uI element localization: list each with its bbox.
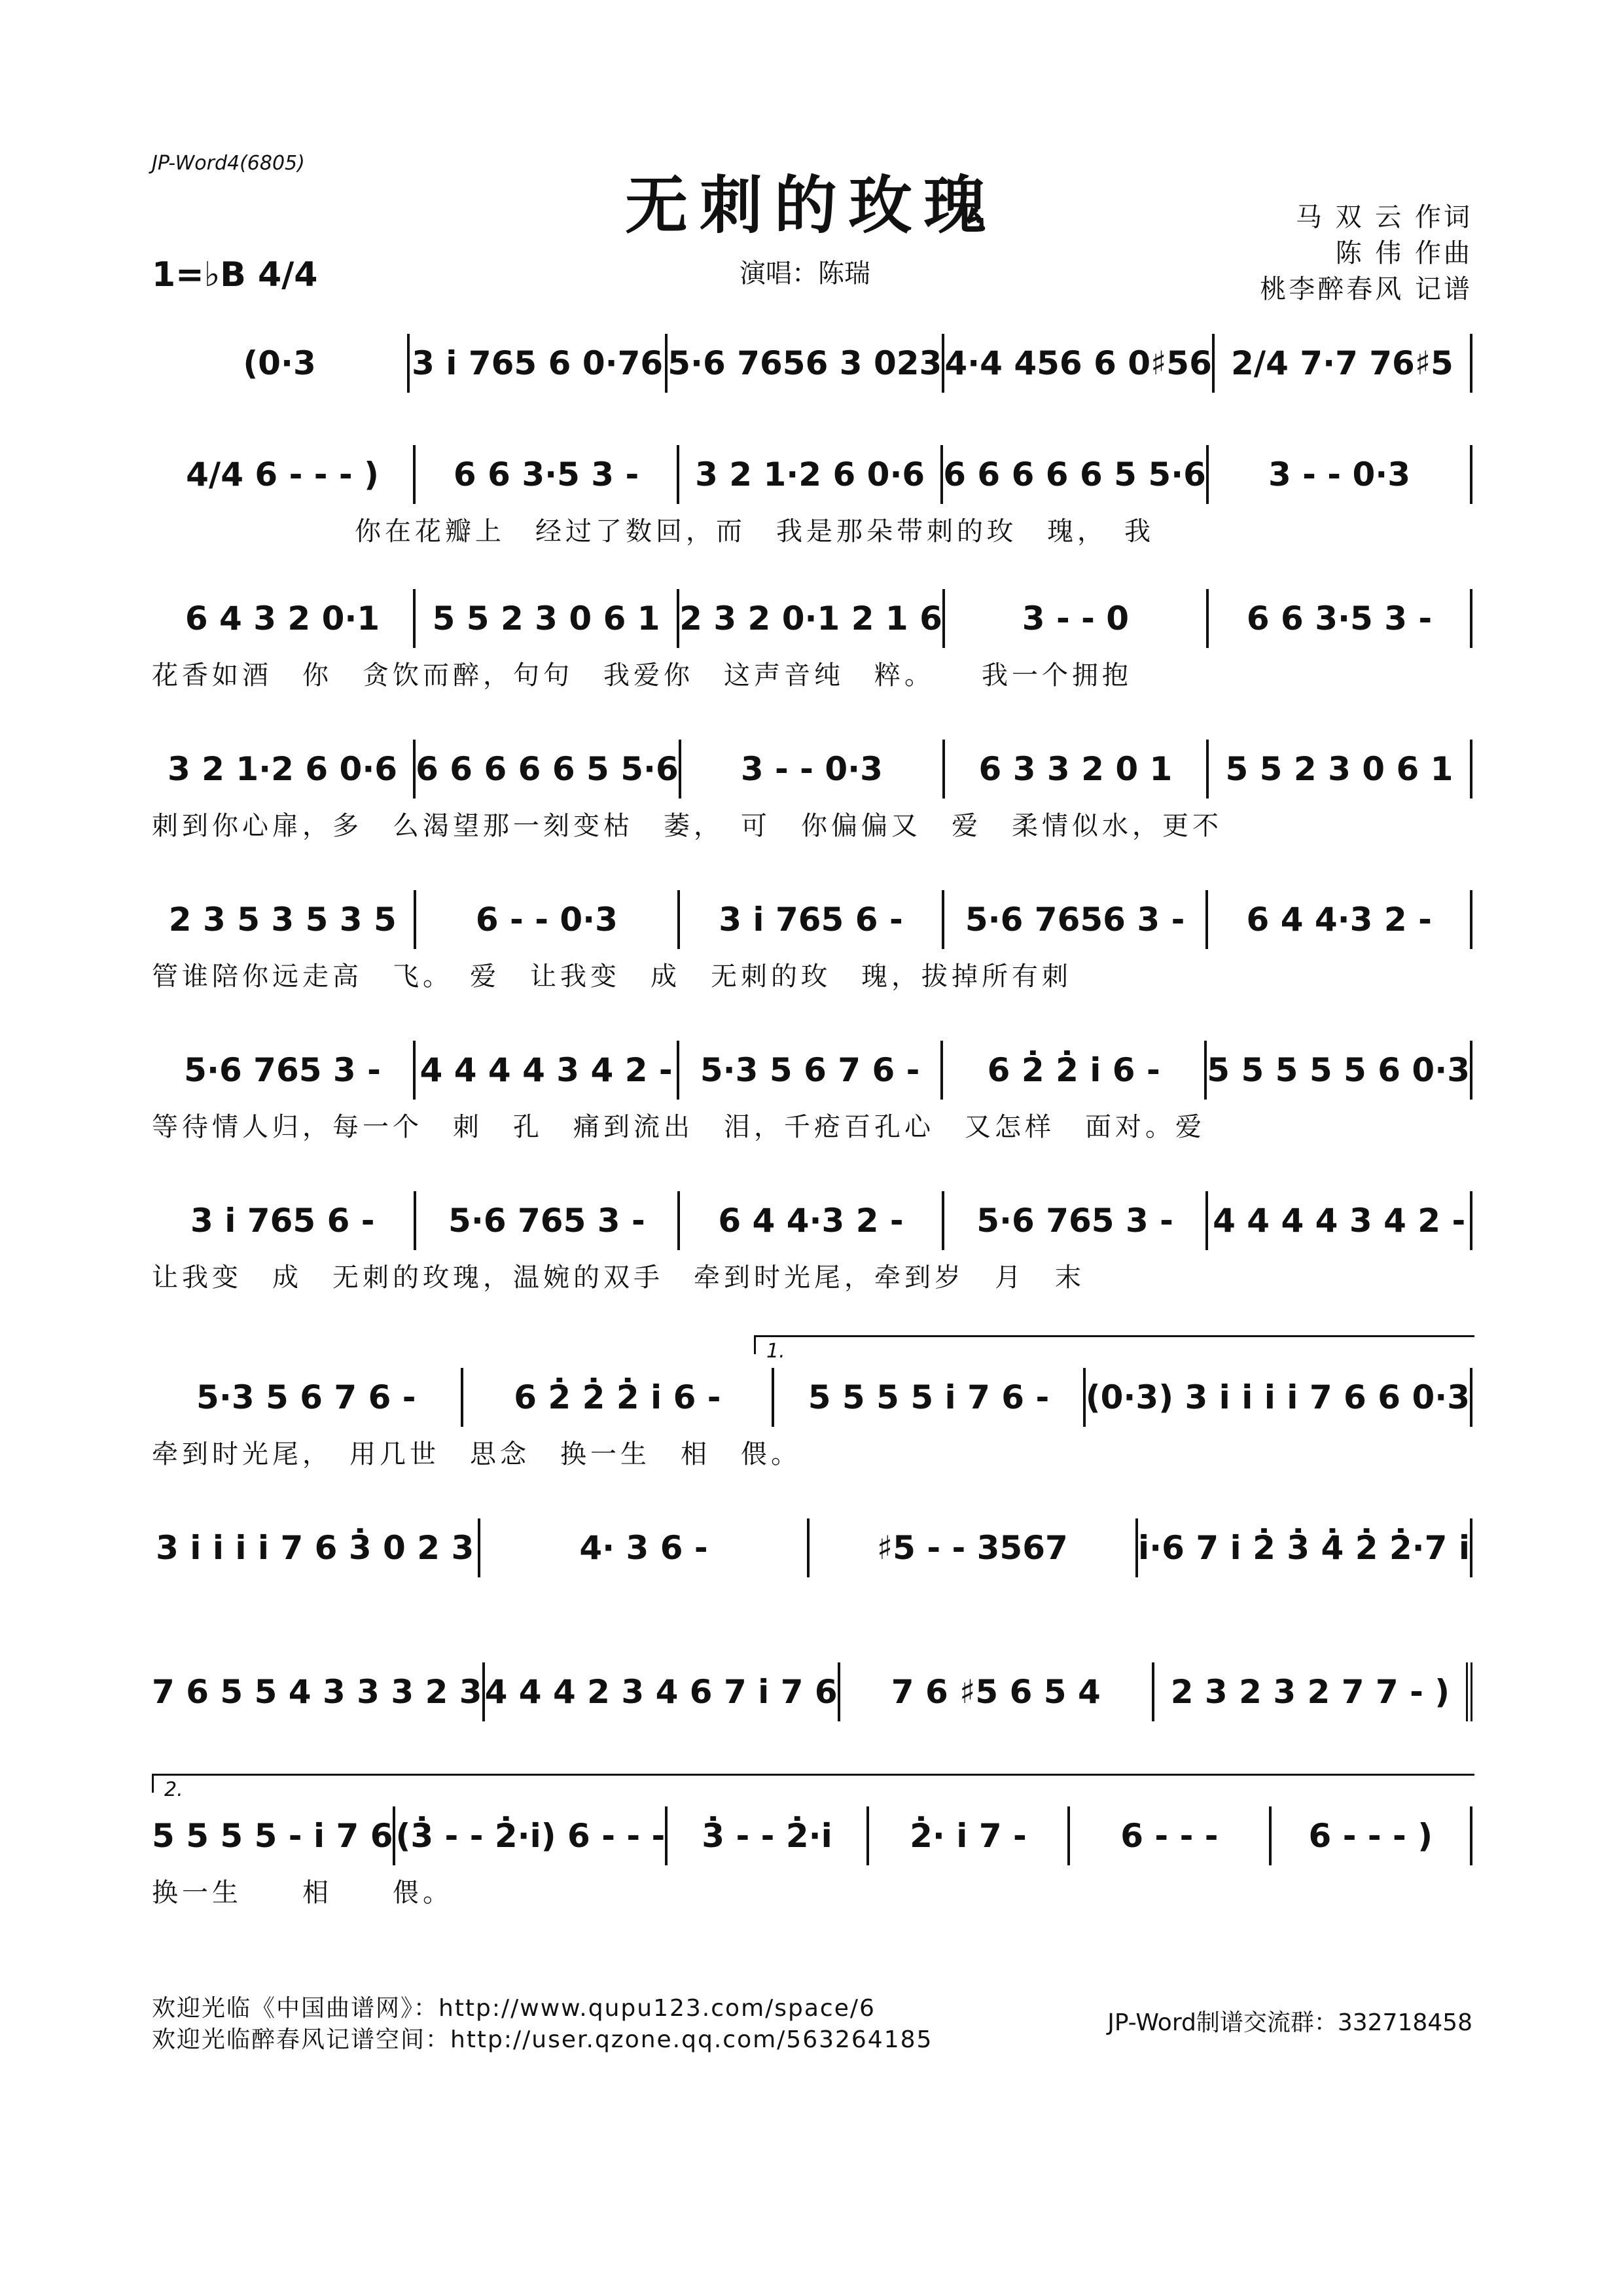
measure: 3 2 1·2 6 0·6 [679,445,943,504]
measure: 3 2 1·2 6 0·6 [152,740,416,798]
measure: 4 4 4 4 3 4 2 - [1208,1191,1472,1250]
measure: ♯5 - - 3567 [810,1518,1138,1577]
measure: 5·6 7656 3 023 [668,334,944,393]
measure: 6 6 6 6 6 5 5·6 [416,740,681,798]
measure: 3 - - 0·3 [1209,445,1472,504]
footer-site-link: 欢迎光临《中国曲谱网》：http://www.qupu123.com/space/6 [152,1995,876,2022]
measure: 2̇· i̇ 7 - [869,1806,1070,1865]
key-signature: 1=♭B 4/4 [152,255,318,295]
composer-credit: 陈 伟 作曲 [1335,238,1472,268]
footer-group-number: JP-Word制谱交流群：332718458 [1107,2009,1472,2036]
lyric-line: 换一生 相 偎。 [152,1878,453,1908]
measure: 2/4 7·7 76♯5 [1215,334,1472,393]
measure: 6 - - - [1070,1806,1271,1865]
measure: 5 5 2 3 0 6 1 [1209,740,1472,798]
lyric-line: 管谁陪你远走高 飞。 爱 让我变 成 无刺的玫 瑰，拔掉所有刺 [152,961,1072,992]
measure: 5 5 5 5 i̇ 7 6 - [774,1368,1086,1427]
measure: 4 4 4 2 3 4 6 7 i̇ 7 6 [485,1662,840,1721]
measure: 6 4 4·3 2 - [680,1191,944,1250]
lyric-line: 你在花瓣上 经过了数回，而 我是那朵带刺的玫 瑰， 我 [355,516,1154,547]
lyric-line: 等待情人归，每一个 刺 孔 痛到流出 泪，千疮百孔心 又怎样 面对。爱 [152,1112,1205,1142]
measure: 3 - - 0 [945,589,1209,648]
measure: 3 i̇ 765 6 - [680,890,944,949]
measure: 6 - - - ) [1272,1806,1472,1865]
measure: 7 6 ♯5 6 5 4 [840,1662,1154,1721]
measure: 6 6 3·5 3 - [1209,589,1472,648]
volta-bracket [754,1335,1474,1363]
measure: 5·3 5 6 7 6 - [152,1368,463,1427]
measure: 3 i̇ 765 6 - [152,1191,416,1250]
measure: (0·3 [152,334,410,393]
measure: 6 4 3 2 0·1 [152,589,416,648]
measure: 6 4 4·3 2 - [1208,890,1472,949]
measure: (0·3) 3 i̇ i̇ i̇ i̇ 7 6 6 0·3 [1086,1368,1472,1427]
volta-bracket [152,1774,1474,1801]
measure: 5·3 5 6 7 6 - [679,1041,943,1100]
measure: 4 4 4 4 3 4 2 - [416,1041,679,1100]
measure: 3 i̇ i̇ i̇ i̇ 7 6 3̇ 0 2 3 [152,1518,480,1577]
measure: i̇·6 7 i̇ 2̇ 3̇ 4̇ 2̇ 2̇·7 i̇ [1138,1518,1472,1577]
measure: 5·6 7656 3 - [944,890,1209,949]
measure: 6 3 3 2 0 1 [945,740,1209,798]
lyric-line: 刺到你心扉，多 么渴望那一刻变枯 萎， 可 你偏偏又 爱 柔情似水，更不 [152,811,1222,841]
measure: 4· 3 6 - [480,1518,809,1577]
measure: 5·6 765 3 - [416,1191,681,1250]
measure: 7 6 5 5 4 3 3 3 2 3 [152,1662,485,1721]
measure: 6 2̇ 2̇ 2̇ i̇ 6 - [463,1368,775,1427]
source-label: JP-Word4(6805) [152,152,305,175]
lyric-line: 牵到时光尾， 用几世 思念 换一生 相 偎。 [152,1439,801,1469]
measure: 5·6 765 3 - [152,1041,416,1100]
lyricist-credit: 马 双 云 作词 [1295,202,1472,232]
measure: 6 6 3·5 3 - [416,445,679,504]
measure: 5 5 5 5 5 6 0·3 [1207,1041,1472,1100]
lyric-line: 花香如酒 你 贪饮而醉，句句 我爱你 这声音纯 粹。 我一个拥抱 [152,660,1132,691]
measure: (3̇ - - 2̇·i̇) 6 - - - [395,1806,668,1865]
measure: 2 3 2 0·1 2 1 6 [679,589,945,648]
measure: 3 i̇ 765 6 0·76 [410,334,668,393]
song-title: 无刺的玫瑰 [625,168,998,242]
measure: 6 6 6 6 6 5 5·6 [943,445,1209,504]
measure: 6 2̇ 2̇ i̇ 6 - [943,1041,1207,1100]
measure: 3 - - 0·3 [681,740,945,798]
volta-number: 1. [766,1340,785,1363]
measure: 5 5 2 3 0 6 1 [416,589,679,648]
footer-space-link: 欢迎光临醉春风记谱空间：http://user.qzone.qq.com/563264185 [152,2026,933,2053]
measure: 3̇ - - 2̇·i̇ [668,1806,868,1865]
volta-number: 2. [164,1778,183,1801]
measure: 6 - - 0·3 [416,890,681,949]
measure: 2 3 2 3 2 7 7 - ) [1154,1662,1472,1721]
singer-label: 演唱：陈瑞 [740,259,870,289]
transcriber-credit: 桃李醉春风 记谱 [1260,274,1472,304]
lyric-line: 让我变 成 无刺的玫瑰，温婉的双手 牵到时光尾，牵到岁 月 末 [152,1263,1085,1293]
measure: 4/4 6 - - - ) [152,445,416,504]
measure: 5 5 5 5 - i̇ 7 6 [152,1806,395,1865]
measure: 4·4 456 6 0♯56 [944,334,1215,393]
measure: 5·6 765 3 - [944,1191,1209,1250]
measure: 2 3 5 3 5 3 5 [152,890,416,949]
